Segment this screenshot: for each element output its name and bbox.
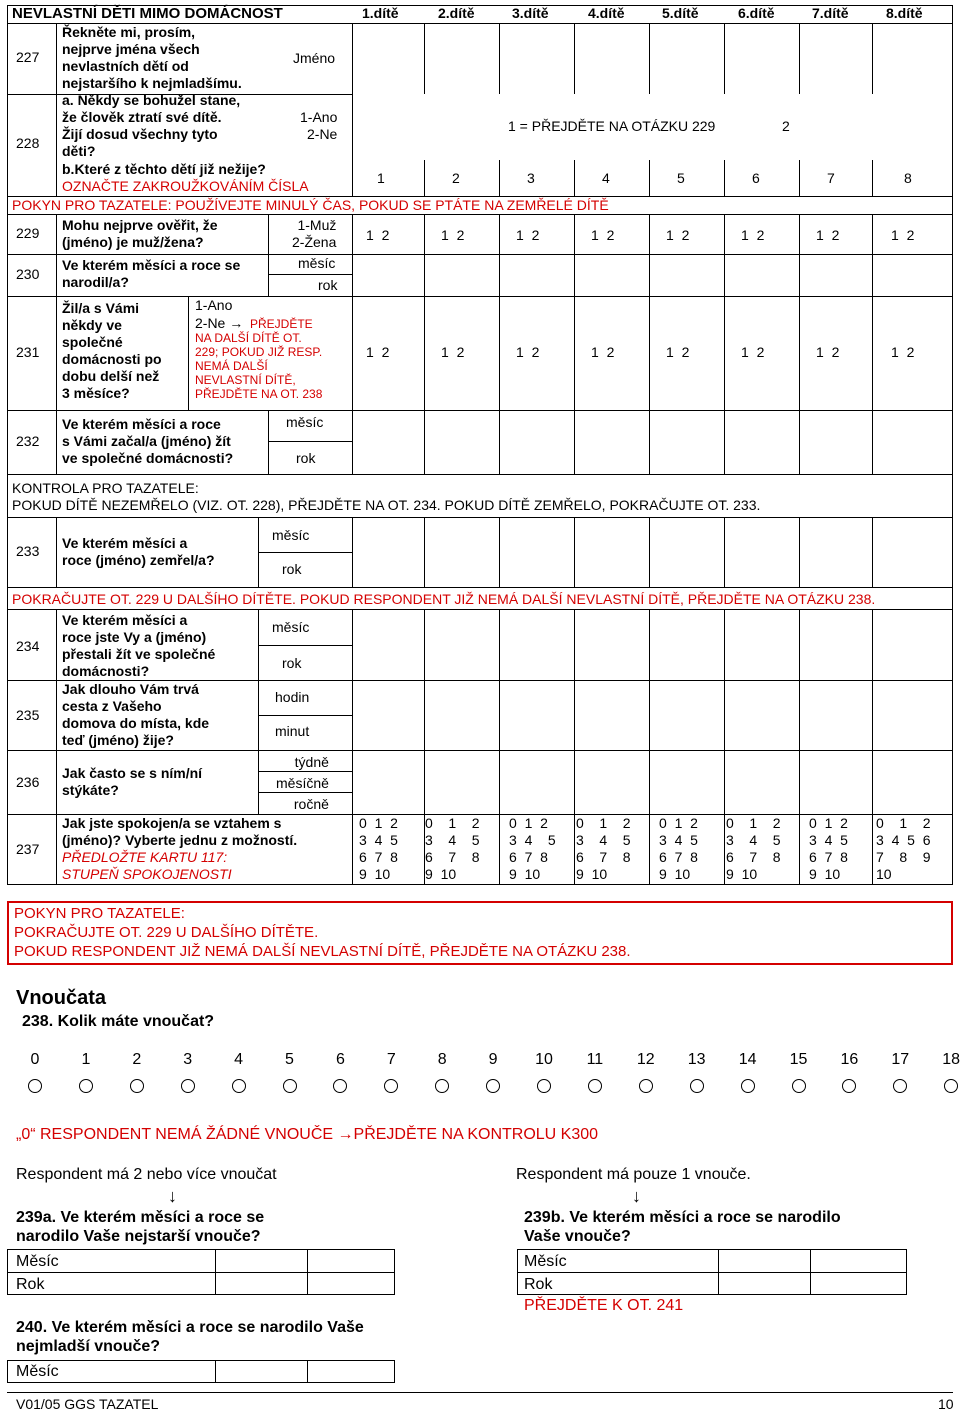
radio-option[interactable]	[792, 1079, 806, 1093]
question-238: 238. Kolik máte vnoučat?	[22, 1013, 215, 1030]
footer-rule	[7, 1392, 953, 1393]
gender-choice[interactable]: 1 2	[366, 227, 390, 243]
question-text: Mohu nejprve ověřit, že (jméno) je muž/žena?	[62, 217, 218, 250]
radio-option[interactable]	[893, 1079, 907, 1093]
scale-value: 6	[335, 1051, 345, 1068]
skip-instruction: PŘEJDĚTE NA DALŠÍ DÍTĚ OT. 229; POKUD JIŽ RESP. NEMÁ DALŠÍ NEVLASTNÍ DÍTĚ, PŘEJDĚTE NA OT. 238	[195, 317, 323, 401]
child-col-5: 5.dítě	[662, 5, 699, 21]
radio-option[interactable]	[588, 1079, 602, 1093]
satisfaction-scale[interactable]: 0 1 2 3 4 5 6 7 8 9 10	[726, 815, 781, 882]
interviewer-box-title: POKYN PRO TAZATELE:	[14, 905, 185, 922]
footer-left: V01/05 GGS TAZATEL	[16, 1396, 159, 1412]
scale-value: 4	[234, 1051, 244, 1068]
interviewer-instruction: OZNAČTE ZAKROUŽKOVÁNÍM ČÍSLA	[62, 178, 309, 194]
child-number[interactable]: 5	[677, 170, 685, 186]
answer-options: 1-Ano 2-Ne	[300, 109, 338, 142]
interviewer-note: POKYN PRO TAZATELE: POUŽÍVEJTE MINULÝ ČAS, POKUD SE PTÁTE NA ZEMŘELÉ DÍTĚ	[12, 197, 609, 213]
scale-value: 8	[437, 1051, 447, 1068]
question-text: Jak jste spokojen/a se vztahem s (jméno)? Vyberte jednu z možností.	[62, 815, 298, 848]
control-text: POKUD DÍTĚ NEZEMŘELO (VIZ. OT. 228), PŘEJDĚTE NA OT. 234. POKUD DÍTĚ ZEMŘELO, POKRAČUJTE OT. 233.	[12, 497, 761, 513]
question-text: Jak často se s ním/ní stýkáte?	[62, 765, 203, 798]
child-number[interactable]: 7	[827, 170, 835, 186]
satisfaction-scale[interactable]: 0 1 2 3 4 5 6 7 8 9 10	[659, 815, 698, 882]
yes-no-choice[interactable]: 1 2	[591, 344, 615, 360]
year-label: rok	[296, 450, 316, 466]
skip-instruction: 1 = PŘEJDĚTE NA OTÁZKU 229	[508, 118, 716, 134]
radio-option[interactable]	[690, 1079, 704, 1093]
child-col-6: 6.dítě	[738, 5, 775, 21]
child-col-1: 1.dítě	[362, 5, 399, 21]
scale-value: 16	[840, 1051, 859, 1068]
left-block-title: Respondent má 2 nebo více vnoučat	[16, 1166, 277, 1183]
interviewer-box-line: POKRAČUJTE OT. 229 U DALŠÍHO DÍTĚTE.	[14, 924, 319, 941]
satisfaction-scale[interactable]: 0 1 2 3 4 5 6 7 8 9 10	[576, 815, 631, 882]
continue-note: POKRAČUJTE OT. 229 U DALŠÍHO DÍTĚTE. POKUD RESPONDENT JIŽ NEMÁ DALŠÍ NEVLASTNÍ DÍTĚ, PŘEJDĚTE NA OTÁZKU 238.	[12, 591, 876, 607]
year-field[interactable]: Rok	[16, 1276, 45, 1293]
radio-option[interactable]	[181, 1079, 195, 1093]
gender-choice[interactable]: 1 2	[591, 227, 615, 243]
scale-value: 10	[535, 1051, 553, 1068]
question-number: 231	[16, 344, 40, 360]
scale-value: 9	[488, 1051, 498, 1068]
yes-no-choice[interactable]: 1 2	[816, 344, 840, 360]
yes-no-choice[interactable]: 1 2	[441, 344, 465, 360]
child-number[interactable]: 4	[602, 170, 610, 186]
radio-option[interactable]	[486, 1079, 500, 1093]
show-card-instruction: PŘEDLOŽTE KARTU 117: STUPEŇ SPOKOJENOSTI	[62, 849, 232, 882]
skip-option-two: 2	[782, 118, 790, 134]
scale-value: 14	[738, 1051, 757, 1068]
scale-value: 15	[789, 1051, 808, 1068]
year-label: rok	[282, 561, 302, 577]
question-text: Ve kterém měsíci a roce se narodil/a?	[62, 257, 241, 290]
hours-label: hodin	[275, 689, 310, 705]
yes-no-choice[interactable]: 1 2	[666, 344, 690, 360]
question-text-b: b.Které z těchto dětí již nežije?	[62, 161, 266, 177]
month-label: měsíc	[286, 414, 324, 430]
month-label: měsíc	[298, 255, 336, 271]
gender-choice[interactable]: 1 2	[891, 227, 915, 243]
page-number: 10	[938, 1396, 954, 1412]
question-number: 232	[16, 433, 40, 449]
gender-choice[interactable]: 1 2	[441, 227, 465, 243]
question-text: Ve kterém měsíci a roce jste Vy a (jméno) přestali žít ve společné domácnosti?	[62, 612, 216, 679]
child-col-3: 3.dítě	[512, 5, 549, 21]
scale-value: 13	[687, 1051, 706, 1068]
satisfaction-scale[interactable]: 0 1 2 3 4 5 6 7 8 9 10	[876, 815, 931, 882]
scale-value: 3	[183, 1051, 193, 1068]
year-label: rok	[282, 655, 302, 671]
radio-option[interactable]	[639, 1079, 653, 1093]
scale-value: 1	[81, 1051, 91, 1068]
answer-label: Jméno	[293, 50, 336, 66]
radio-option[interactable]	[232, 1079, 246, 1093]
question-number: 234	[16, 638, 40, 654]
scale-value: 12	[636, 1051, 655, 1068]
yes-no-choice[interactable]: 1 2	[891, 344, 915, 360]
year-label: rok	[318, 277, 338, 293]
answer-option-yes: 1-Ano	[195, 297, 233, 313]
child-col-8: 8.dítě	[886, 5, 923, 21]
child-number[interactable]: 6	[752, 170, 760, 186]
month-field[interactable]: Měsíc	[16, 1363, 59, 1380]
question-text: Ve kterém měsíci a roce (jméno) zemřel/a?	[62, 535, 215, 568]
scale-value: 7	[386, 1051, 396, 1068]
radio-option[interactable]	[130, 1079, 144, 1093]
satisfaction-scale[interactable]: 0 1 2 3 4 5 6 7 8 9 10	[809, 815, 848, 882]
child-col-2: 2.dítě	[438, 5, 475, 21]
radio-option[interactable]	[944, 1079, 958, 1093]
child-col-4: 4.dítě	[588, 5, 625, 21]
question-text: Řekněte mi, prosím, nejprve jména všech nevlastních dětí od nejstaršího k nejmladšímu.	[62, 24, 242, 91]
satisfaction-scale[interactable]: 0 1 2 3 4 5 6 7 8 9 10	[425, 815, 480, 882]
radio-option[interactable]	[79, 1079, 93, 1093]
question-number: 236	[16, 774, 40, 790]
child-number[interactable]: 3	[527, 170, 535, 186]
month-label: měsíc	[272, 619, 310, 635]
month-label: měsíc	[272, 527, 310, 543]
satisfaction-scale[interactable]: 0 1 2 3 4 5 6 7 8 9 10	[359, 815, 398, 882]
answer-option-no: 2-Ne →	[195, 315, 244, 331]
radio-option[interactable]	[283, 1079, 297, 1093]
section-title: NEVLASTNÍ DĚTI MIMO DOMÁCNOST	[12, 5, 283, 22]
radio-option[interactable]	[741, 1079, 755, 1093]
scale-value: 11	[586, 1051, 604, 1068]
question-text: Žil/a s Vámi někdy ve společné domácnosti po dobu delší než 3 měsíce?	[62, 300, 162, 401]
answer-options: 1-Muž 2-Žena	[292, 217, 337, 250]
child-number[interactable]: 1	[377, 170, 385, 186]
question-number: 228	[16, 135, 40, 151]
gender-choice[interactable]: 1 2	[741, 227, 765, 243]
radio-option[interactable]	[842, 1079, 856, 1093]
radio-option[interactable]	[435, 1079, 449, 1093]
child-number[interactable]: 8	[904, 170, 912, 186]
yes-no-choice[interactable]: 1 2	[366, 344, 390, 360]
question-text: Jak dlouho Vám trvá cesta z Vašeho domova do místa, kde teď (jméno) žije?	[62, 681, 210, 748]
question-number: 230	[16, 266, 40, 282]
frequency-options: týdně měsíčně ročně	[276, 754, 329, 812]
date-grid-240	[7, 1360, 395, 1383]
scale-value: 17	[891, 1051, 910, 1068]
question-text: a. Někdy se bohužel stane, že člověk ztratí své dítě. Žijí dosud všechny tyto děti?	[62, 92, 241, 159]
skip-instruction: PŘEJDĚTE K OT. 241	[524, 1297, 684, 1314]
radio-option[interactable]	[384, 1079, 398, 1093]
gender-choice[interactable]: 1 2	[666, 227, 690, 243]
arrow-icon: →	[229, 315, 244, 331]
radio-option[interactable]	[333, 1079, 347, 1093]
yes-no-choice[interactable]: 1 2	[516, 344, 540, 360]
question-number: 227	[16, 49, 40, 65]
yes-no-choice[interactable]: 1 2	[741, 344, 765, 360]
month-field[interactable]: Měsíc	[16, 1253, 59, 1270]
question-number: 237	[16, 841, 40, 857]
radio-option[interactable]	[28, 1079, 42, 1093]
question-240: 240. Ve kterém měsíci a roce se narodilo Vaše nejmladší vnouče?	[16, 1319, 364, 1355]
child-col-7: 7.dítě	[812, 5, 849, 21]
gender-choice[interactable]: 1 2	[816, 227, 840, 243]
scale-value: 5	[285, 1051, 294, 1068]
scale-value: 2	[132, 1051, 142, 1068]
question-number: 229	[16, 225, 40, 241]
question-number: 233	[16, 543, 40, 559]
question-239a: 239a. Ve kterém měsíci a roce se narodilo Vaše nejstarší vnouče?	[16, 1209, 265, 1245]
month-field[interactable]: Měsíc	[524, 1253, 567, 1270]
child-number[interactable]: 2	[452, 170, 460, 186]
gender-choice[interactable]: 1 2	[516, 227, 540, 243]
control-title: KONTROLA PRO TAZATELE:	[12, 480, 199, 496]
interviewer-box-line: POKUD RESPONDENT JIŽ NEMÁ DALŠÍ NEVLASTNÍ DÍTĚ, PŘEJDĚTE NA OTÁZKU 238.	[14, 943, 631, 960]
radio-option[interactable]	[537, 1079, 551, 1093]
section-heading: Vnoučata	[16, 987, 107, 1009]
down-arrow-icon: ↓	[168, 1186, 177, 1206]
scale-value: 18	[942, 1051, 960, 1068]
down-arrow-icon: ↓	[632, 1186, 641, 1206]
scale-value: 0	[30, 1051, 40, 1068]
satisfaction-scale[interactable]: 0 1 2 3 4 5 6 7 8 9 10	[509, 815, 556, 882]
question-number: 235	[16, 707, 40, 723]
year-field[interactable]: Rok	[524, 1276, 553, 1293]
right-block-title: Respondent má pouze 1 vnouče.	[516, 1166, 751, 1183]
zero-grandchildren-note: „0“ RESPONDENT NEMÁ ŽÁDNÉ VNOUČE →PŘEJDĚTE NA KONTROLU K300	[16, 1126, 599, 1143]
question-239b: 239b. Ve kterém měsíci a roce se narodilo Vaše vnouče?	[524, 1209, 841, 1245]
minutes-label: minut	[275, 723, 310, 739]
question-text: Ve kterém měsíci a roce s Vámi začal/a (jméno) žít ve společné domácnosti?	[62, 416, 234, 466]
